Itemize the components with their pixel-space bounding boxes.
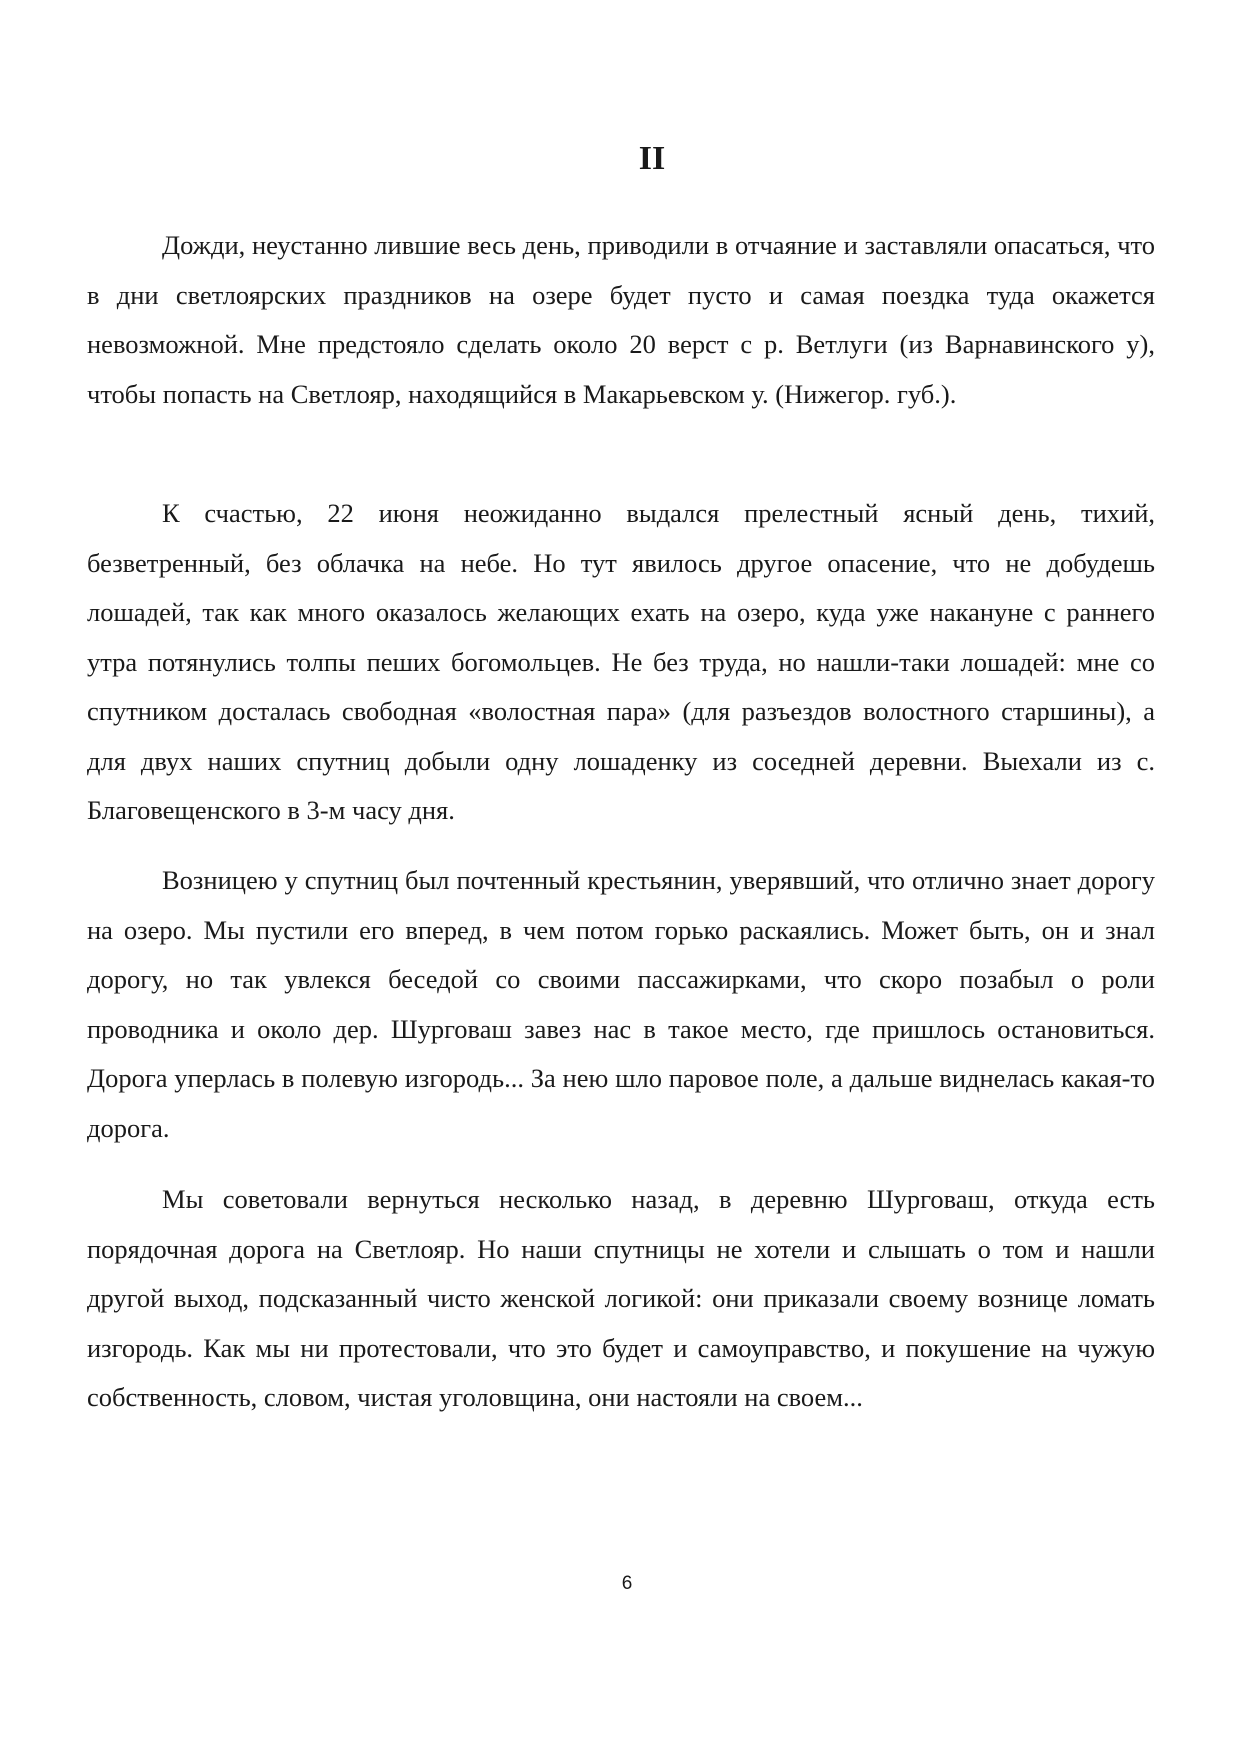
paragraph-3: Возницею у спутниц был почтенный крестьянин, уверявший, что отлично знает дорогу на озеро. Мы пустили его вперед, в чем потом горько раскаялись. Может быть, он и знал дорогу, но так увлекся беседой со своими пассажирками, что скоро позабыл о роли проводника и около дер. Шурговаш завез нас в такое место, где пришлось остановиться. Дорога уперлась в полевую изгородь... За нею шло паровое поле, а дальше виднелась какая-то дорога. [87,865,1155,1143]
page-number: 6 [621,1573,633,1594]
section-heading: II [638,140,666,177]
paragraph-1: Дожди, неустанно лившие весь день, приводили в отчаяние и заставляли опасаться, что в дни светлоярских праздников на озере будет пусто и самая поездка туда окажется невозможной. Мне предстояло сделать около 20 верст с р. Ветлуги (из Варнавинского у), чтобы попасть на Светлояр, находящийся в Макарьевском у. (Нижегор. губ.). [87,230,1155,409]
paragraph-4: Мы советовали вернуться несколько назад, в деревню Шурговаш, откуда есть порядочная дорога на Светлояр. Но наши спутницы не хотели и слышать о том и нашли другой выход, подсказанный чисто женской логикой: они приказали своему вознице ломать изгородь. Как мы ни протестовали, что это будет и самоуправство, и покушение на чужую собственность, словом, чистая уголовщина, они настояли на своем... [87,1184,1155,1412]
paragraph-2: К счастью, 22 июня неожиданно выдался прелестный ясный день, тихий, безветренный, без облачка на небе. Но тут явилось другое опасение, что не добудешь лошадей, так как много оказалось желающих ехать на озеро, куда уже накануне с раннего утра потянулись толпы пеших богомольцев. Не без труда, но нашли-таки лошадей: мне со спутником досталась свободная «волостная пара» (для разъездов волостного старшины), а для двух наших спутниц добыли одну лошаденку из соседней деревни. Выехали из с. Благовещенского в 3-м часу дня. [87,498,1155,825]
